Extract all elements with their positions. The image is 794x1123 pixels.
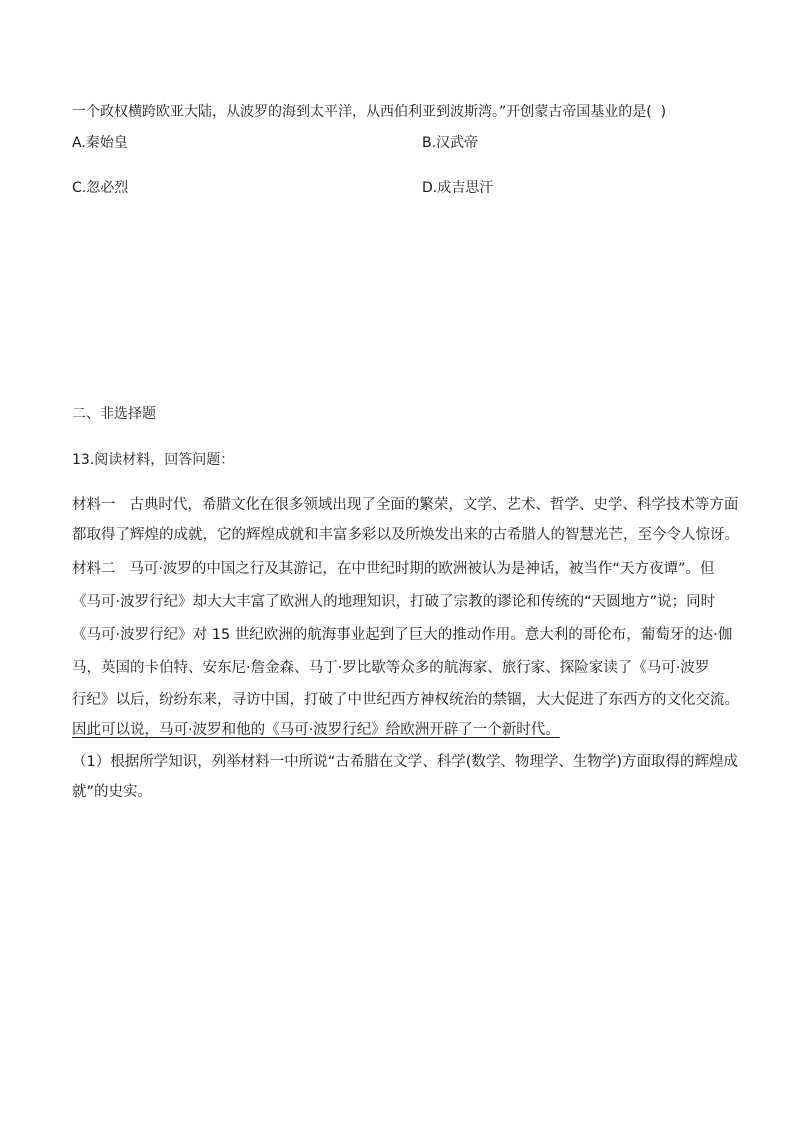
material2-underlined-conclusion: 因此可以说，马可·波罗和他的《马可·波罗行纪》给欧洲开辟了一个新时代。 (72, 722, 560, 738)
material2-line-2: 《马可·波罗行纪》却大大丰富了欧洲人的地理知识，打破了宗教的谬论和传统的“天圆地方”说；同时 (72, 594, 716, 610)
question-13-title: 13.阅读材料，回答问题： (72, 452, 235, 468)
option-d: D.成吉思汗 (422, 180, 494, 196)
option-c: C.忽必烈 (72, 180, 129, 196)
option-a: A.秦始皇 (72, 135, 128, 151)
material2-line-4: 马，英国的卡伯特、安东尼·詹金森、马丁·罗比歇等众多的航海家、旅行家、探险家读了《马可·波罗 (72, 660, 710, 676)
material1-line-2: 都取得了辉煌的成就，它的辉煌成就和丰富多彩以及所焕发出来的古希腊人的智慧光芒，至今令人惊讶。 (72, 527, 739, 543)
material2-line-3: 《马可·波罗行纪》对 15 世纪欧洲的航海事业起到了巨大的推动作用。意大利的哥伦布，葡萄牙的达·伽 (72, 627, 733, 643)
section-title: 二、非选择题 (72, 406, 156, 422)
material2-line-5: 行纪》以后，纷纷东来，寻访中国，打破了中世纪西方神权统治的禁锢，大大促进了东西方的文化交流。 (72, 692, 739, 708)
question-stem: 一个政权横跨欧亚大陆，从波罗的海到太平洋，从西伯利亚到波斯湾。”开创蒙古帝国基业的是( ) (72, 104, 667, 120)
sub-question-1-line-2: 就”的史实。 (72, 784, 153, 800)
option-b: B.汉武帝 (422, 135, 479, 151)
material2-line-1: 材料二 马可·波罗的中国之行及其游记，在中世纪时期的欧洲被认为是神话，被当作“天方夜谭”。但 (72, 561, 715, 577)
material1-line-1: 材料一 古典时代，希腊文化在很多领域出现了全面的繁荣，文学、艺术、哲学、史学、科学技术等方面 (72, 497, 739, 513)
sub-question-1-line-1: （1）根据所学知识，列举材料一中所说“古希腊在文学、科学(数学、物理学、生物学)方面取得的辉煌成 (72, 754, 739, 770)
